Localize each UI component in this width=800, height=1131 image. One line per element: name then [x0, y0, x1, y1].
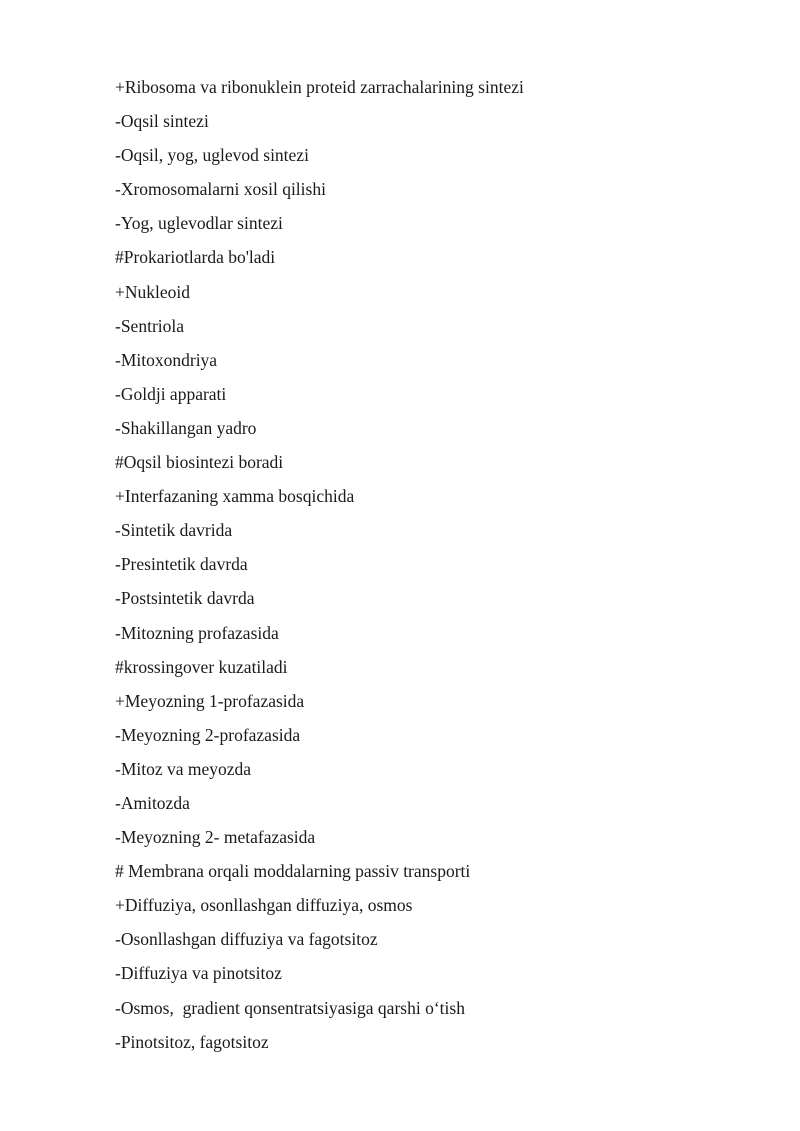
answer-option-correct: +Ribosoma va ribonuklein proteid zarrachalarining sintezi [115, 77, 524, 97]
question-text: #krossingover kuzatiladi [115, 656, 288, 677]
answer-option-correct: +Nukleoid [115, 281, 190, 302]
answer-option: -Pinotsitoz, fagotsitoz [115, 1031, 269, 1052]
answer-option: -Yog, uglevodlar sintezi [115, 213, 283, 234]
answer-option: -Postsintetik davrda [115, 588, 255, 609]
document-text [115, 76, 755, 1065]
answer-option: -Mitoxondriya [115, 349, 218, 370]
answer-option: -Meyozning 2- metafazasida [115, 827, 316, 848]
answer-option: -Mitoz va meyozda [115, 758, 252, 779]
answer-option: -Xromosomalarni xosil qilishi [115, 179, 326, 200]
answer-option: -Meyozning 2-profazasida [115, 724, 301, 745]
answer-option: -Shakillangan yadro [115, 417, 257, 438]
answer-option-correct: +Meyozning 1-profazasida [115, 690, 305, 711]
answer-option-correct: +Diffuziya, osonllashgan diffuziya, osmos [115, 895, 413, 916]
answer-option: -Osmos, gradient qonsentratsiyasiga qarshi o‘tish [115, 997, 465, 1018]
answer-option: -Sentriola [115, 315, 185, 336]
answer-option: -Goldji apparati [115, 383, 227, 404]
answer-option: -Osonllashgan diffuziya va fagotsitoz [115, 929, 378, 950]
answer-option: -Presintetik davrda [115, 554, 248, 575]
answer-option: -Amitozda [115, 792, 190, 813]
answer-option: -Mitozning profazasida [115, 622, 279, 643]
answer-option: -Diffuziya va pinotsitoz [115, 963, 282, 984]
question-text: #Prokariotlarda bo'ladi [115, 247, 276, 268]
answer-option: -Sintetik davrida [115, 520, 233, 541]
answer-option: -Oqsil sintezi [115, 111, 209, 132]
question-text: # Membrana orqali moddalarning passiv transporti [115, 861, 471, 882]
question-text: #Oqsil biosintezi boradi [115, 452, 284, 473]
answer-option: -Oqsil, yog, uglevod sintezi [115, 145, 309, 166]
answer-option-correct: +Interfazaning xamma bosqichida [115, 486, 355, 507]
